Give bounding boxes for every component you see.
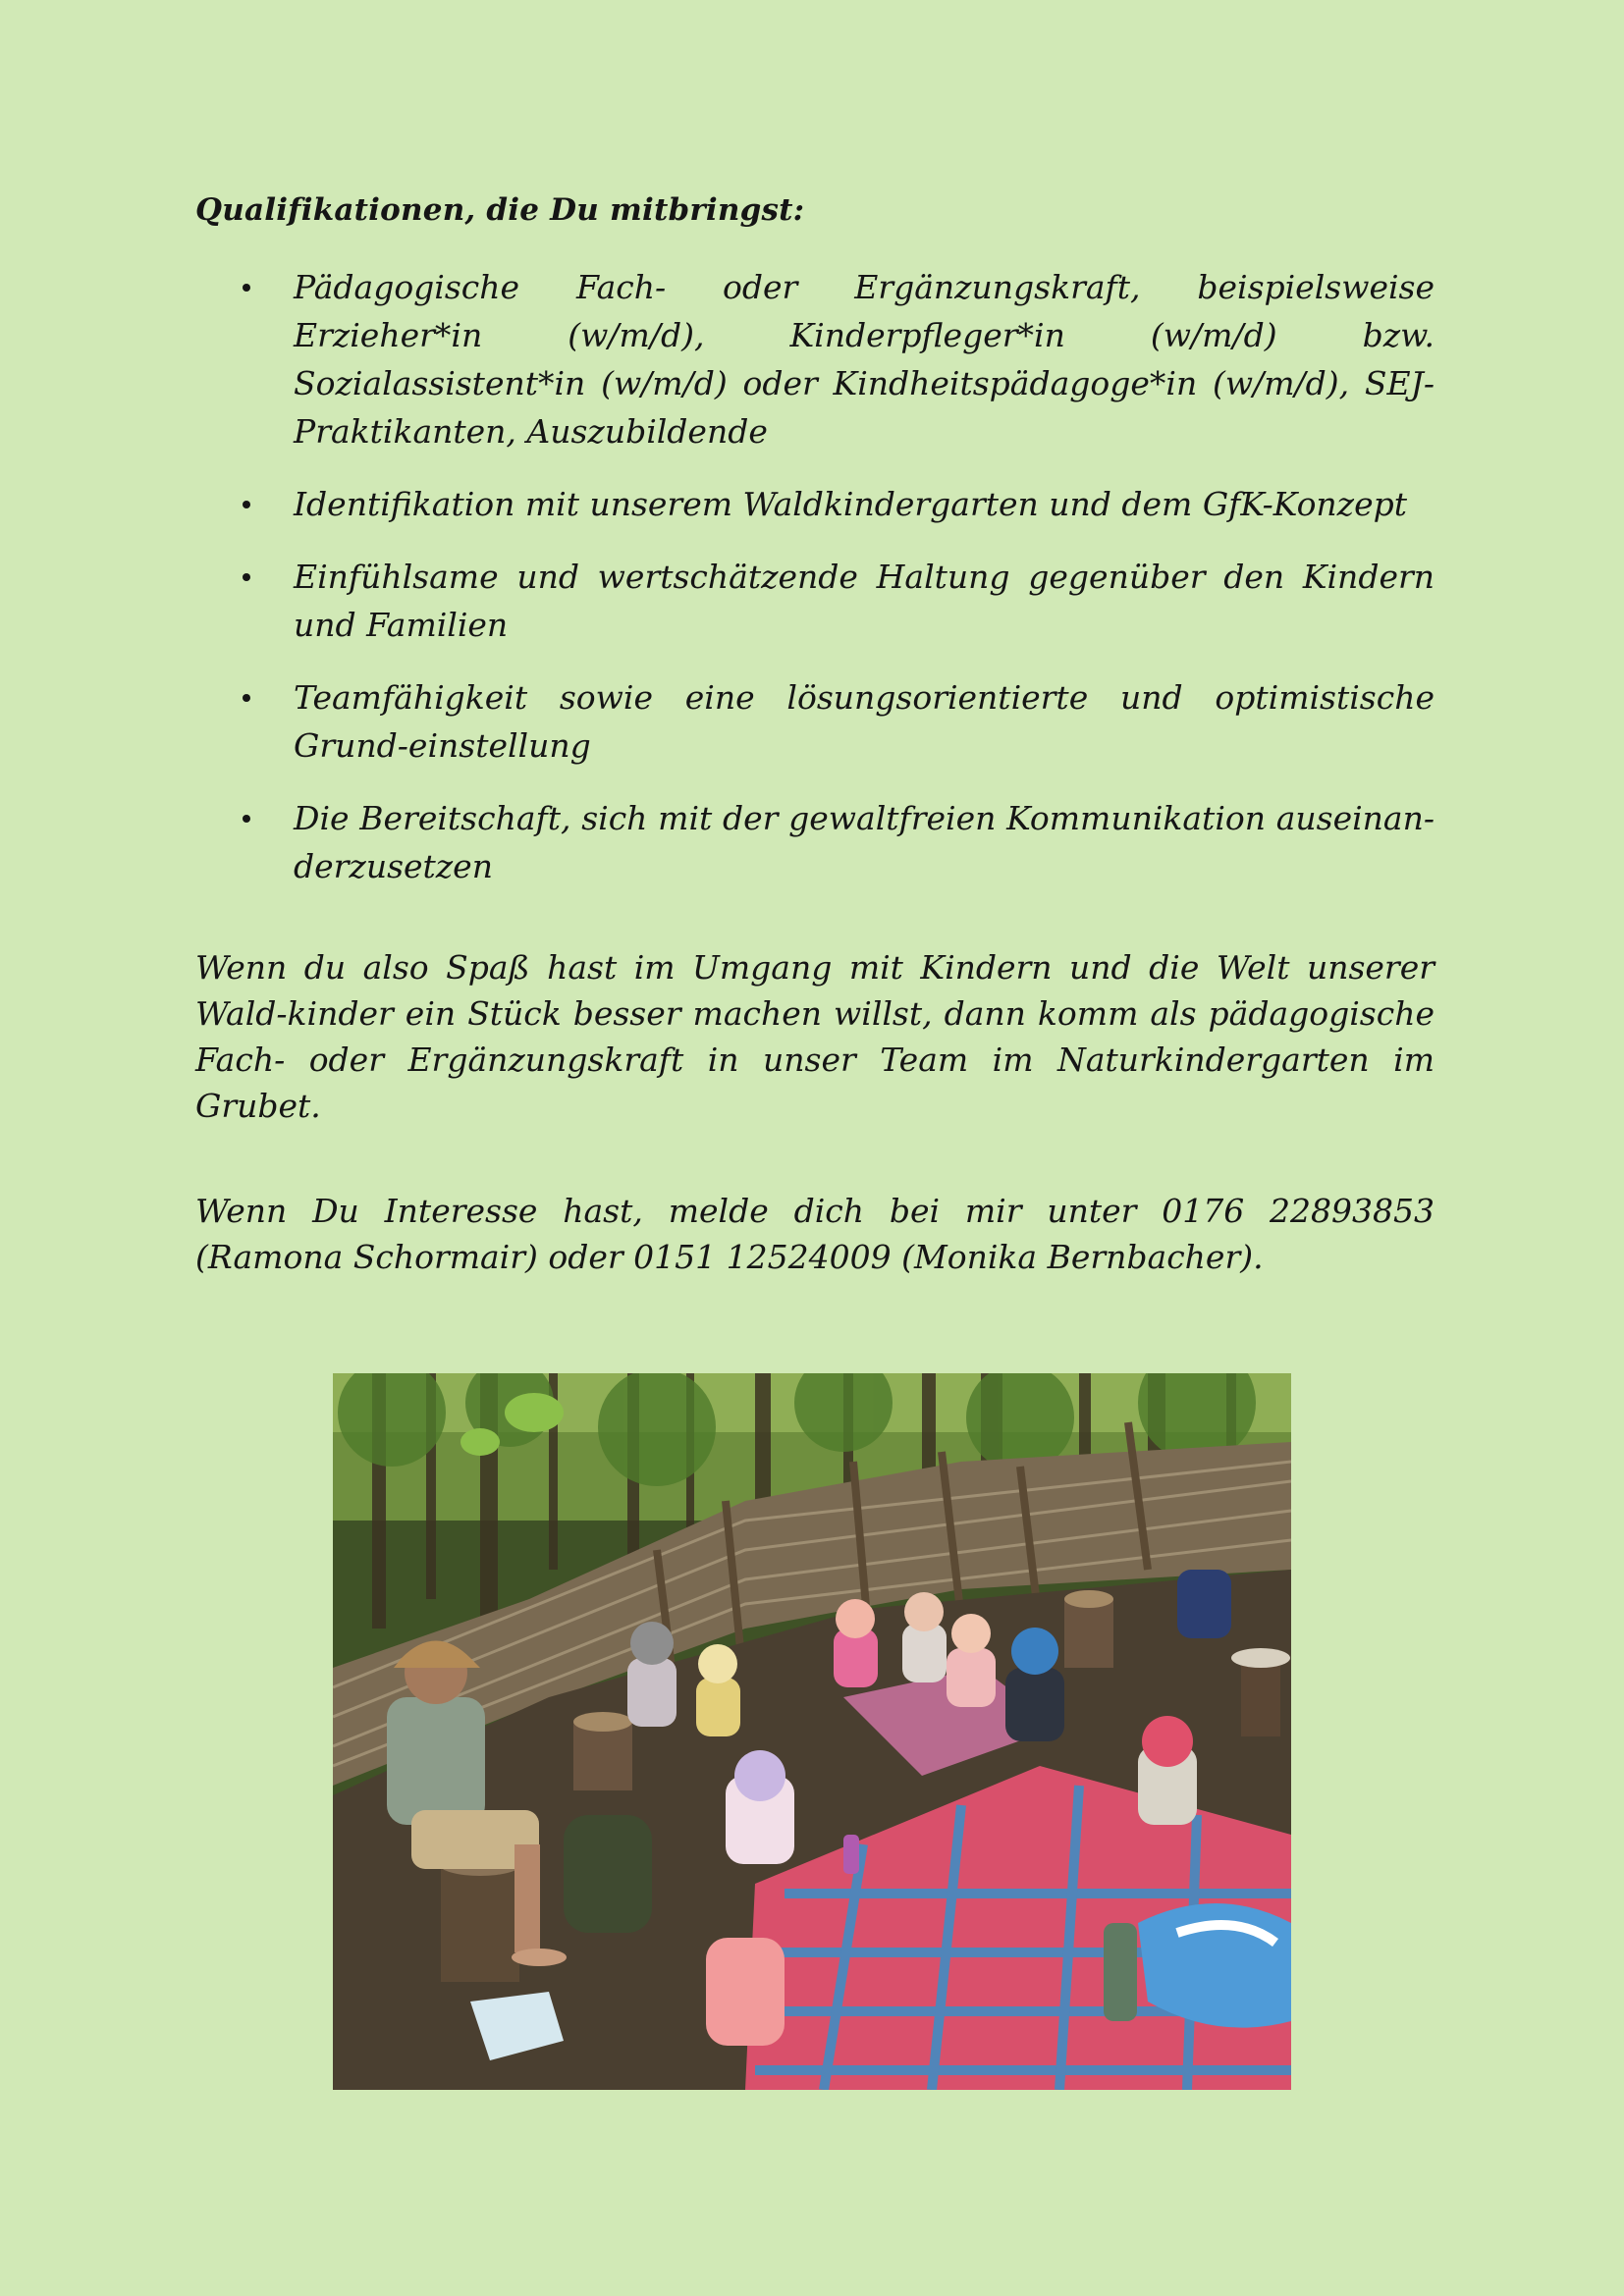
list-item-text: Identifikation mit unserem Waldkindergarten und dem GfK-Konzept	[294, 485, 1407, 523]
invitation-paragraph: Wenn du also Spaß hast im Umgang mit Kindern und die Welt unserer Wald-kinder ein Stück besser machen willst, dann komm als pädagogische Fach- oder Ergänzungskraft in unser Team im Naturkindergarten im Grubet.	[195, 948, 1435, 1125]
list-item	[195, 480, 1435, 528]
list-item	[195, 553, 1435, 649]
list-item-text: Teamfähigkeit sowie eine lösungsorientierte und optimistische Grund-einstellung	[294, 678, 1435, 765]
forest-kindergarten-photo	[333, 1373, 1291, 2090]
list-item-text: Pädagogische Fach- oder Ergänzungskraft, beispielsweise Erzieher*in (w/m/d), Kinderpfleger*in (w/m/d) bzw. Sozialassistent*in (w/m/d) oder Kindheitspädagoge*in (w/m/d), SEJ-Praktikanten, Auszubildende	[294, 268, 1435, 451]
list-item	[195, 263, 1435, 455]
bullet-icon	[243, 284, 250, 292]
qualifications-list	[195, 263, 1435, 915]
bullet-icon	[243, 815, 250, 823]
bullet-icon	[243, 501, 250, 508]
list-item-text: Einfühlsame und wertschätzende Haltung gegenüber den Kindern und Familien	[294, 558, 1435, 644]
bullet-icon	[243, 694, 250, 702]
contact-paragraph: Wenn Du Interesse hast, melde dich bei mir unter 0176 22893853 (Ramona Schormair) oder 0151 12524009 (Monika Bernbacher).	[195, 1192, 1435, 1276]
section-heading: Qualifikationen, die Du mitbringst:	[195, 192, 805, 228]
photo-illustration	[333, 1373, 1291, 2090]
bullet-icon	[243, 573, 250, 581]
list-item	[195, 673, 1435, 770]
list-item	[195, 794, 1435, 890]
list-item-text: Die Bereitschaft, sich mit der gewaltfreien Kommunikation auseinan-derzusetzen	[294, 799, 1435, 885]
